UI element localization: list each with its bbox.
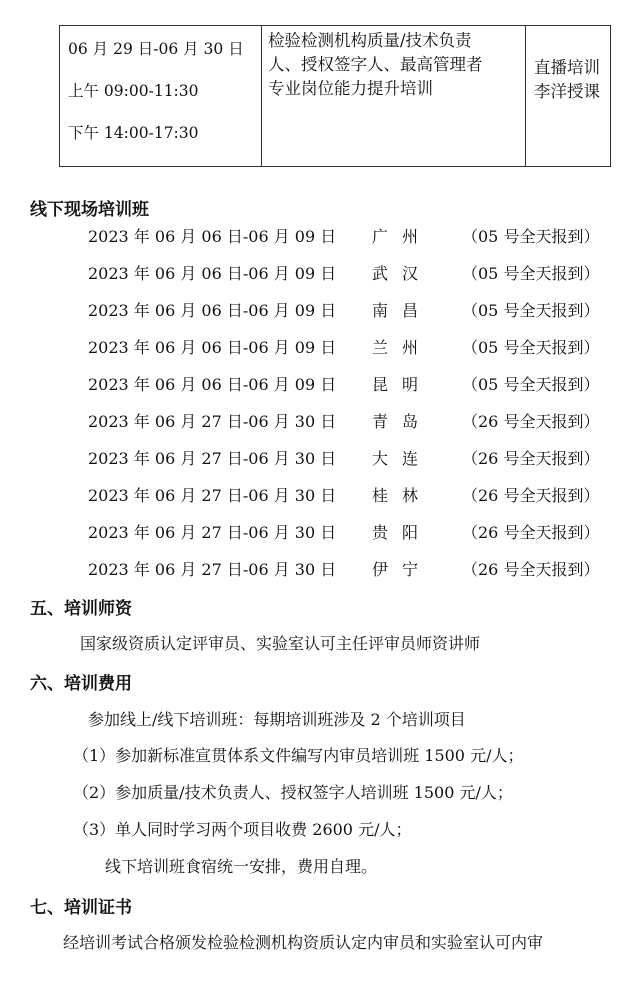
section6-title: 六、培训费用 bbox=[30, 674, 132, 694]
list-item bbox=[0, 409, 640, 439]
session-note: （26 号全天报到） bbox=[462, 449, 600, 468]
session-date: 2023 年 06 月 06 日-06 月 09 日 bbox=[88, 375, 337, 394]
session-note: （05 号全天报到） bbox=[462, 338, 600, 357]
mode-line: 李洋授课 bbox=[534, 82, 600, 101]
morning-time: 上午 09:00-11:30 bbox=[68, 82, 199, 100]
fee-item-1: （1）参加新标准宣贯体系文件编写内审员培训班 1500 元/人； bbox=[73, 746, 524, 765]
list-item bbox=[0, 446, 640, 476]
list-item bbox=[0, 372, 640, 402]
fee-item-2: （2）参加质量/技术负责人、授权签字人培训班 1500 元/人； bbox=[73, 783, 513, 802]
session-date: 2023 年 06 月 27 日-06 月 30 日 bbox=[88, 486, 337, 505]
session-city: 青岛 bbox=[372, 412, 433, 431]
list-item bbox=[0, 335, 640, 365]
session-city: 武汉 bbox=[372, 264, 433, 283]
session-city: 昆明 bbox=[372, 375, 433, 394]
section7-text: 经培训考试合格颁发检验检测机构资质认定内审员和实验室认可内审 bbox=[63, 933, 544, 952]
list-item bbox=[0, 298, 640, 328]
session-city: 贵阳 bbox=[372, 523, 433, 542]
list-item bbox=[0, 224, 640, 254]
session-note: （05 号全天报到） bbox=[462, 264, 600, 283]
session-city: 南昌 bbox=[372, 301, 433, 320]
table-row bbox=[60, 26, 611, 167]
session-date: 2023 年 06 月 27 日-06 月 30 日 bbox=[88, 412, 337, 431]
session-city: 大连 bbox=[372, 449, 433, 468]
session-date: 2023 年 06 月 06 日-06 月 09 日 bbox=[88, 264, 337, 283]
section7-title: 七、培训证书 bbox=[30, 898, 132, 918]
list-item bbox=[0, 261, 640, 291]
course-line: 专业岗位能力提升培训 bbox=[268, 79, 433, 98]
list-item bbox=[0, 520, 640, 550]
schedule-table bbox=[59, 25, 611, 167]
session-date: 2023 年 06 月 06 日-06 月 09 日 bbox=[88, 338, 337, 357]
session-note: （26 号全天报到） bbox=[462, 486, 600, 505]
session-note: （26 号全天报到） bbox=[462, 412, 600, 431]
session-date: 2023 年 06 月 27 日-06 月 30 日 bbox=[88, 449, 337, 468]
session-date: 2023 年 06 月 06 日-06 月 09 日 bbox=[88, 227, 337, 246]
date-time-cell bbox=[60, 26, 262, 167]
session-city: 广州 bbox=[372, 227, 433, 246]
mode-cell bbox=[526, 26, 611, 167]
session-note: （26 号全天报到） bbox=[462, 523, 600, 542]
session-date: 2023 年 06 月 27 日-06 月 30 日 bbox=[88, 560, 337, 579]
session-note: （05 号全天报到） bbox=[462, 227, 600, 246]
fee-item-3: （3）单人同时学习两个项目收费 2600 元/人； bbox=[73, 820, 412, 839]
offline-section-title: 线下现场培训班 bbox=[30, 200, 149, 220]
session-date: 2023 年 06 月 06 日-06 月 09 日 bbox=[88, 301, 337, 320]
course-cell bbox=[262, 26, 526, 167]
mode-line: 直播培训 bbox=[534, 58, 600, 77]
afternoon-time: 下午 14:00-17:30 bbox=[68, 124, 199, 142]
section5-title: 五、培训师资 bbox=[30, 599, 132, 619]
session-city: 兰州 bbox=[372, 338, 433, 357]
date-range: 06 月 29 日-06 月 30 日 bbox=[68, 40, 244, 58]
session-note: （26 号全天报到） bbox=[462, 560, 600, 579]
course-line: 人、授权签字人、最高管理者 bbox=[268, 55, 483, 74]
session-date: 2023 年 06 月 27 日-06 月 30 日 bbox=[88, 523, 337, 542]
course-line: 检验检测机构质量/技术负责 bbox=[268, 31, 472, 50]
session-city: 桂林 bbox=[372, 486, 433, 505]
session-city: 伊宁 bbox=[372, 560, 433, 579]
fee-note: 线下培训班食宿统一安排，费用自理。 bbox=[105, 857, 378, 876]
section5-text: 国家级资质认定评审员、实验室认可主任评审员师资讲师 bbox=[80, 634, 481, 653]
list-item bbox=[0, 483, 640, 513]
session-note: （05 号全天报到） bbox=[462, 301, 600, 320]
list-item bbox=[0, 557, 640, 587]
fee-intro: 参加线上/线下培训班：每期培训班涉及 2 个培训项目 bbox=[88, 710, 466, 729]
session-note: （05 号全天报到） bbox=[462, 375, 600, 394]
